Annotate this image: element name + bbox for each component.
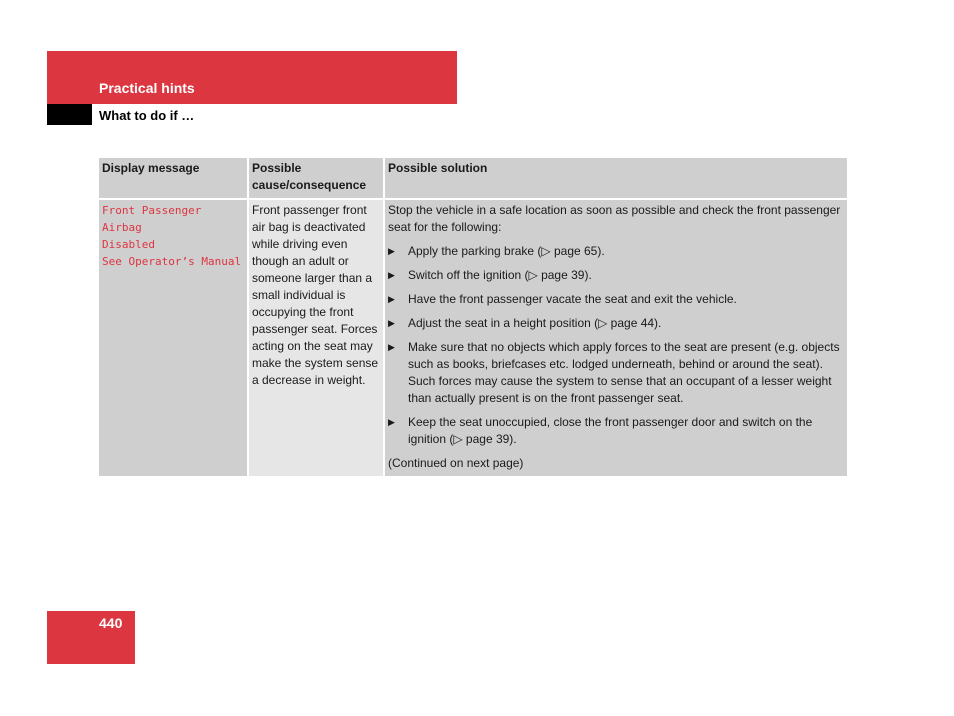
display-message-cell [99, 200, 249, 476]
page-number: 440 [99, 615, 123, 631]
solution-step-text: Keep the seat unoccupied, close the front passenger door and switch on the ignition (▷ page 39). [408, 415, 813, 446]
section-marker-tab [47, 104, 92, 125]
header-possible-cause: Possible cause/consequence [249, 158, 385, 200]
solution-step-text: Adjust the seat in a height position (▷ page 44). [408, 316, 662, 330]
solution-cell [385, 200, 847, 476]
header-display-message: Display message [99, 158, 249, 200]
bullet-triangle-icon: ▶ [388, 417, 395, 427]
header-possible-solution: Possible solution [385, 158, 847, 200]
solution-step [388, 267, 844, 284]
solution-intro: Stop the vehicle in a safe location as soon as possible and check the front passenger seat for the following: [388, 203, 841, 234]
section-title: Practical hints [99, 80, 195, 96]
bullet-triangle-icon: ▶ [388, 294, 395, 304]
bullet-triangle-icon: ▶ [388, 318, 395, 328]
bullet-triangle-icon: ▶ [388, 246, 395, 256]
solution-step-text: Switch off the ignition (▷ page 39). [408, 268, 592, 282]
solution-step-text: Apply the parking brake (▷ page 65). [408, 244, 605, 258]
solution-step-text: Have the front passenger vacate the seat and exit the vehicle. [408, 292, 737, 306]
bullet-triangle-icon: ▶ [388, 270, 395, 280]
display-message-line: Disabled [102, 238, 155, 251]
solution-step-text: Make sure that no objects which apply forces to the seat are present (e.g. objects such as books, briefcases etc. lodged underneath, behind or around the seat). Such forces may cause the system to sense that an occupant of a lesser weight than actually present is on the front passenger seat. [408, 340, 840, 405]
table-header-row [99, 158, 847, 200]
header-band [47, 51, 457, 104]
solution-step [388, 339, 844, 407]
display-message-line: Front Passenger Airbag [102, 204, 202, 234]
display-message-line: See Operator’s Manual [102, 255, 242, 268]
bullet-triangle-icon: ▶ [388, 342, 395, 352]
solution-step [388, 414, 844, 448]
table-row [99, 200, 847, 476]
subsection-title: What to do if … [99, 108, 195, 123]
cause-text: Front passenger front air bag is deactivated while driving even though an adult or someone larger than a small individual is occupying the front passenger seat. Forces acting on the seat may make the system sense a decrease in weight. [252, 203, 379, 387]
display-message-table [99, 158, 847, 476]
continued-note: (Continued on next page) [388, 456, 524, 470]
solution-step [388, 315, 844, 332]
solution-step [388, 291, 844, 308]
cause-cell [249, 200, 385, 476]
solution-step [388, 243, 844, 260]
